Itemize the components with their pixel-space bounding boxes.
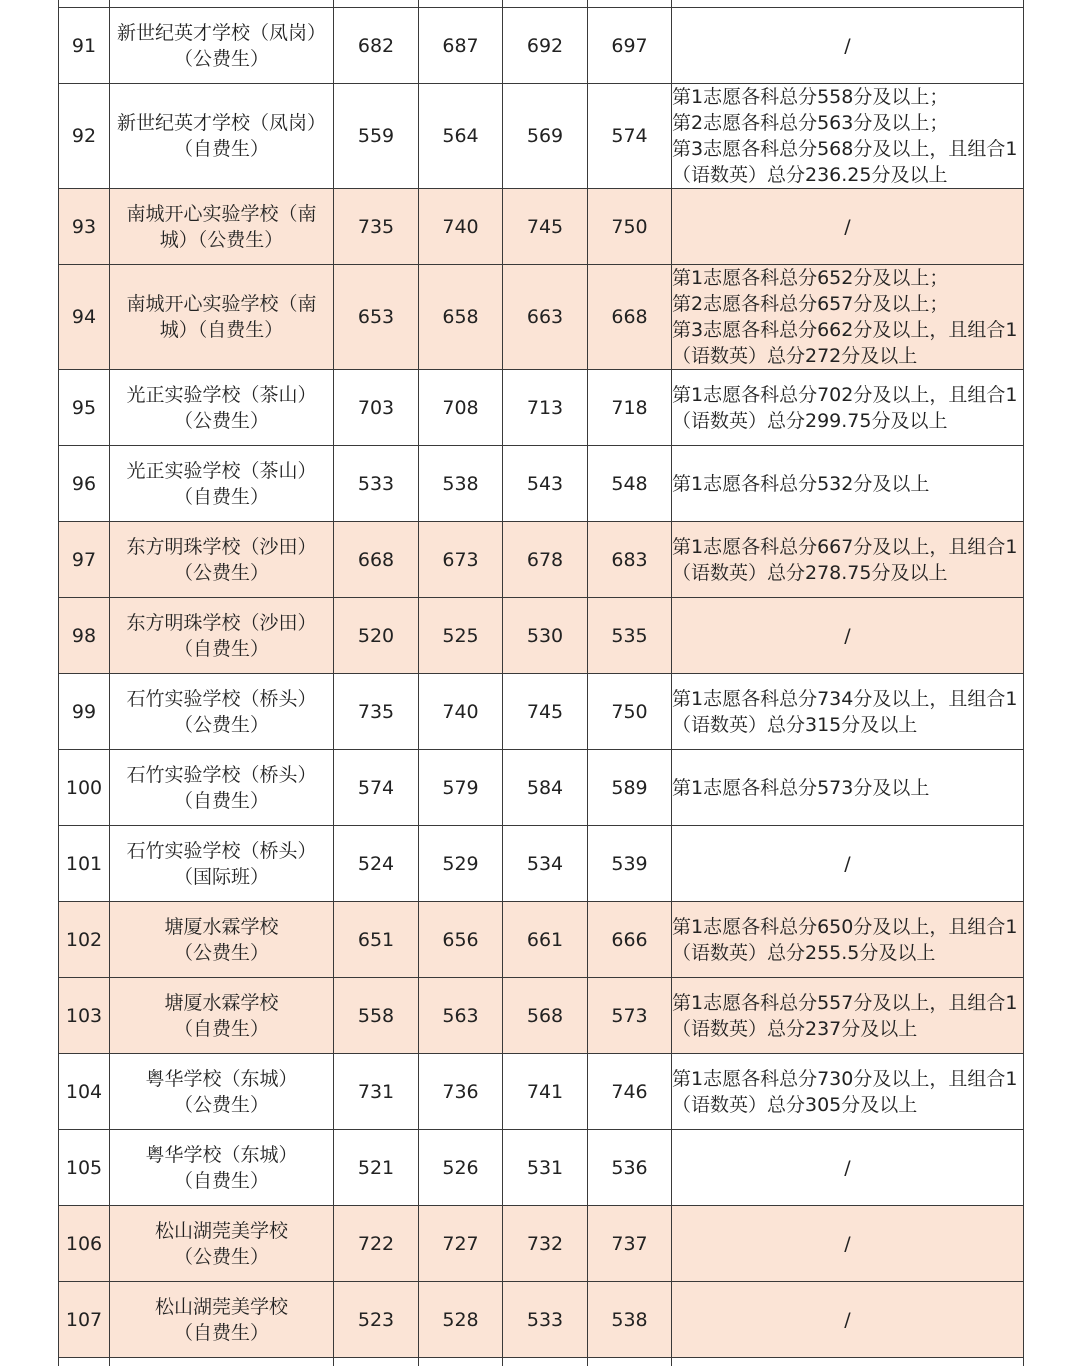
score-s4: 535 — [588, 598, 672, 674]
row-number: 95 — [59, 370, 110, 446]
score-s3: 533 — [503, 1282, 588, 1358]
school-name — [110, 8, 334, 84]
school-name — [110, 370, 334, 446]
table-row — [59, 1282, 1024, 1358]
school-type-line: （自费生） — [173, 1017, 269, 1040]
row-number: 93 — [59, 189, 110, 265]
admission-condition — [672, 750, 1024, 826]
condition-line: （语数英）总分237分及以上 — [672, 1017, 918, 1040]
condition-line: 第1志愿各科总分532分及以上 — [672, 472, 930, 495]
row-number: 92 — [59, 84, 110, 189]
score-s3: 713 — [503, 370, 588, 446]
school-name — [110, 598, 334, 674]
score-s2: 727 — [419, 1206, 503, 1282]
score-s2: 538 — [419, 446, 503, 522]
score-s3: 663 — [503, 265, 588, 370]
score-s1: 731 — [334, 1054, 419, 1130]
school-name — [110, 826, 334, 902]
score-s4: 538 — [588, 1282, 672, 1358]
school-name — [110, 1206, 334, 1282]
school-name-line: 光正实验学校（茶山） — [126, 383, 317, 406]
school-name — [110, 446, 334, 522]
school-type-line: （公费生） — [173, 1093, 269, 1116]
row-number: 107 — [59, 1282, 110, 1358]
score-s4: 718 — [588, 370, 672, 446]
school-name-line: 南城开心实验学校（南 — [126, 202, 317, 225]
score-s3: 692 — [503, 8, 588, 84]
row-number: 106 — [59, 1206, 110, 1282]
school-name-line: 新世纪英才学校（凤岗） — [116, 21, 326, 44]
score-s2: 529 — [419, 826, 503, 902]
score-s4: 539 — [588, 826, 672, 902]
score-s4: 589 — [588, 750, 672, 826]
condition-line: （语数英）总分299.75分及以上 — [672, 409, 948, 432]
score-s1: 735 — [334, 189, 419, 265]
condition-line: 第3志愿各科总分662分及以上，且组合1 — [672, 319, 1018, 341]
admission-condition — [672, 1282, 1024, 1358]
condition-line: 第1志愿各科总分573分及以上 — [672, 776, 930, 799]
score-s4: 683 — [588, 522, 672, 598]
table-row — [59, 1206, 1024, 1282]
admission-condition — [672, 902, 1024, 978]
score-s1: 520 — [334, 598, 419, 674]
score-s1: 558 — [334, 978, 419, 1054]
table-body — [59, 0, 1024, 1366]
cell — [588, 0, 672, 8]
score-s4: 750 — [588, 189, 672, 265]
score-s2: 736 — [419, 1054, 503, 1130]
cell — [334, 1358, 419, 1366]
table-row — [59, 1054, 1024, 1130]
school-name-line: 松山湖莞美学校 — [154, 1295, 288, 1318]
condition-line: 第1志愿各科总分557分及以上，且组合1 — [672, 991, 1018, 1014]
row-number: 103 — [59, 978, 110, 1054]
school-name — [110, 1282, 334, 1358]
school-name-line: 光正实验学校（茶山） — [126, 459, 317, 482]
row-number: 97 — [59, 522, 110, 598]
table-row — [59, 370, 1024, 446]
condition-line: （语数英）总分305分及以上 — [672, 1093, 918, 1116]
admission-condition — [672, 826, 1024, 902]
school-type-line: 城）（自费生） — [159, 319, 284, 341]
score-s1: 722 — [334, 1206, 419, 1282]
table-row — [59, 978, 1024, 1054]
score-s1: 574 — [334, 750, 419, 826]
school-name — [110, 750, 334, 826]
score-s4: 574 — [588, 84, 672, 189]
school-name — [110, 674, 334, 750]
score-s2: 563 — [419, 978, 503, 1054]
score-s3: 534 — [503, 826, 588, 902]
cut-off-row — [59, 0, 1024, 8]
score-s3: 741 — [503, 1054, 588, 1130]
condition-line: / — [844, 1308, 851, 1331]
score-s1: 668 — [334, 522, 419, 598]
cell — [59, 1358, 110, 1366]
score-s1: 533 — [334, 446, 419, 522]
school-type-line: （自费生） — [173, 1321, 269, 1344]
score-s2: 708 — [419, 370, 503, 446]
condition-line: / — [844, 852, 851, 875]
cell — [503, 1358, 588, 1366]
school-name-line: 塘厦水霖学校 — [164, 915, 279, 938]
school-type-line: （自费生） — [173, 1169, 269, 1192]
score-s3: 732 — [503, 1206, 588, 1282]
admission-score-table — [58, 0, 1024, 1366]
score-s1: 559 — [334, 84, 419, 189]
table-row — [59, 1130, 1024, 1206]
score-s2: 528 — [419, 1282, 503, 1358]
school-type-line: （公费生） — [173, 561, 269, 584]
row-number: 98 — [59, 598, 110, 674]
admission-condition — [672, 674, 1024, 750]
condition-line: 第1志愿各科总分558分及以上； — [672, 86, 949, 108]
row-number: 96 — [59, 446, 110, 522]
school-name — [110, 522, 334, 598]
score-s2: 740 — [419, 189, 503, 265]
condition-line: 第1志愿各科总分734分及以上，且组合1 — [672, 687, 1018, 710]
score-s4: 666 — [588, 902, 672, 978]
score-s2: 525 — [419, 598, 503, 674]
school-type-line: （公费生） — [173, 409, 269, 432]
school-name — [110, 1130, 334, 1206]
school-type-line: （公费生） — [173, 47, 269, 70]
condition-line: （语数英）总分236.25分及以上 — [672, 164, 948, 186]
school-name — [110, 1054, 334, 1130]
admission-condition — [672, 1206, 1024, 1282]
school-type-line: （国际班） — [173, 865, 269, 888]
cell — [59, 0, 110, 8]
condition-line: 第1志愿各科总分730分及以上，且组合1 — [672, 1067, 1018, 1090]
score-s1: 682 — [334, 8, 419, 84]
score-s4: 668 — [588, 265, 672, 370]
row-number: 94 — [59, 265, 110, 370]
score-s3: 661 — [503, 902, 588, 978]
school-name-line: 石竹实验学校（桥头） — [126, 687, 317, 710]
school-type-line: 城）（公费生） — [159, 228, 284, 251]
score-s2: 656 — [419, 902, 503, 978]
school-type-line: （公费生） — [173, 1245, 269, 1268]
school-name-line: 塘厦水霖学校 — [164, 991, 279, 1014]
cell — [419, 0, 503, 8]
table-row — [59, 84, 1024, 189]
condition-line: 第3志愿各科总分568分及以上，且组合1 — [672, 138, 1018, 160]
score-s1: 651 — [334, 902, 419, 978]
score-s3: 530 — [503, 598, 588, 674]
school-name-line: 粤华学校（东城） — [145, 1067, 298, 1090]
score-s2: 687 — [419, 8, 503, 84]
condition-line: （语数英）总分272分及以上 — [672, 345, 918, 367]
condition-line: （语数英）总分278.75分及以上 — [672, 561, 948, 584]
condition-line: 第2志愿各科总分657分及以上； — [672, 293, 949, 315]
school-name — [110, 189, 334, 265]
admission-condition — [672, 265, 1024, 370]
admission-condition — [672, 8, 1024, 84]
condition-line: / — [844, 34, 851, 57]
school-type-line: （公费生） — [173, 713, 269, 736]
score-s3: 531 — [503, 1130, 588, 1206]
school-name-line: 东方明珠学校（沙田） — [126, 535, 317, 558]
school-name-line: 松山湖莞美学校 — [154, 1219, 288, 1242]
score-s4: 697 — [588, 8, 672, 84]
row-number: 101 — [59, 826, 110, 902]
condition-line: （语数英）总分315分及以上 — [672, 713, 918, 736]
row-number: 91 — [59, 8, 110, 84]
admission-condition — [672, 978, 1024, 1054]
admission-condition — [672, 522, 1024, 598]
score-s3: 584 — [503, 750, 588, 826]
score-s1: 523 — [334, 1282, 419, 1358]
score-s1: 653 — [334, 265, 419, 370]
score-s4: 750 — [588, 674, 672, 750]
school-name-line: 石竹实验学校（桥头） — [126, 839, 317, 862]
school-name — [110, 84, 334, 189]
score-s2: 740 — [419, 674, 503, 750]
score-s4: 536 — [588, 1130, 672, 1206]
school-name-line: 新世纪英才学校（凤岗） — [116, 112, 326, 134]
condition-line: 第2志愿各科总分563分及以上； — [672, 112, 949, 134]
condition-line: / — [844, 624, 851, 647]
condition-line: / — [844, 1232, 851, 1255]
table-row — [59, 522, 1024, 598]
row-number: 100 — [59, 750, 110, 826]
admission-condition — [672, 189, 1024, 265]
school-type-line: （自费生） — [173, 138, 269, 160]
table-row — [59, 446, 1024, 522]
school-name — [110, 265, 334, 370]
table-row — [59, 8, 1024, 84]
row-number: 99 — [59, 674, 110, 750]
score-s2: 579 — [419, 750, 503, 826]
table-row — [59, 750, 1024, 826]
cell — [334, 0, 419, 8]
cell — [672, 1358, 1024, 1366]
score-s4: 746 — [588, 1054, 672, 1130]
table-row — [59, 265, 1024, 370]
admission-condition — [672, 1054, 1024, 1130]
score-s3: 745 — [503, 189, 588, 265]
row-number: 105 — [59, 1130, 110, 1206]
score-s4: 573 — [588, 978, 672, 1054]
condition-line: / — [844, 1156, 851, 1179]
school-name-line: 南城开心实验学校（南 — [126, 293, 317, 315]
score-s2: 673 — [419, 522, 503, 598]
cell — [672, 0, 1024, 8]
score-s3: 745 — [503, 674, 588, 750]
score-s3: 678 — [503, 522, 588, 598]
admission-condition — [672, 446, 1024, 522]
score-s2: 564 — [419, 84, 503, 189]
cell — [110, 0, 334, 8]
cell — [503, 0, 588, 8]
score-s1: 521 — [334, 1130, 419, 1206]
score-s4: 548 — [588, 446, 672, 522]
score-s3: 543 — [503, 446, 588, 522]
condition-line: 第1志愿各科总分702分及以上，且组合1 — [672, 383, 1018, 406]
score-s3: 569 — [503, 84, 588, 189]
school-type-line: （自费生） — [173, 637, 269, 660]
admission-condition — [672, 370, 1024, 446]
condition-line: / — [844, 215, 851, 238]
school-name-line: 东方明珠学校（沙田） — [126, 611, 317, 634]
condition-line: 第1志愿各科总分650分及以上，且组合1 — [672, 915, 1018, 938]
school-name-line: 石竹实验学校（桥头） — [126, 763, 317, 786]
school-name — [110, 978, 334, 1054]
admission-condition — [672, 84, 1024, 189]
score-s2: 526 — [419, 1130, 503, 1206]
row-number: 102 — [59, 902, 110, 978]
school-type-line: （公费生） — [173, 941, 269, 964]
school-name-line: 粤华学校（东城） — [145, 1143, 298, 1166]
table-row — [59, 826, 1024, 902]
cut-off-row — [59, 1358, 1024, 1366]
admission-condition — [672, 1130, 1024, 1206]
table-row — [59, 189, 1024, 265]
table-row — [59, 902, 1024, 978]
score-s3: 568 — [503, 978, 588, 1054]
row-number: 104 — [59, 1054, 110, 1130]
school-type-line: （自费生） — [173, 485, 269, 508]
score-s1: 735 — [334, 674, 419, 750]
school-name — [110, 902, 334, 978]
condition-line: 第1志愿各科总分652分及以上； — [672, 267, 949, 289]
score-s1: 524 — [334, 826, 419, 902]
score-s2: 658 — [419, 265, 503, 370]
cell — [419, 1358, 503, 1366]
school-type-line: （自费生） — [173, 789, 269, 812]
cell — [588, 1358, 672, 1366]
admission-condition — [672, 598, 1024, 674]
score-s4: 737 — [588, 1206, 672, 1282]
table-row — [59, 598, 1024, 674]
condition-line: （语数英）总分255.5分及以上 — [672, 941, 936, 964]
condition-line: 第1志愿各科总分667分及以上，且组合1 — [672, 535, 1018, 558]
table-row — [59, 674, 1024, 750]
score-s1: 703 — [334, 370, 419, 446]
cell — [110, 1358, 334, 1366]
